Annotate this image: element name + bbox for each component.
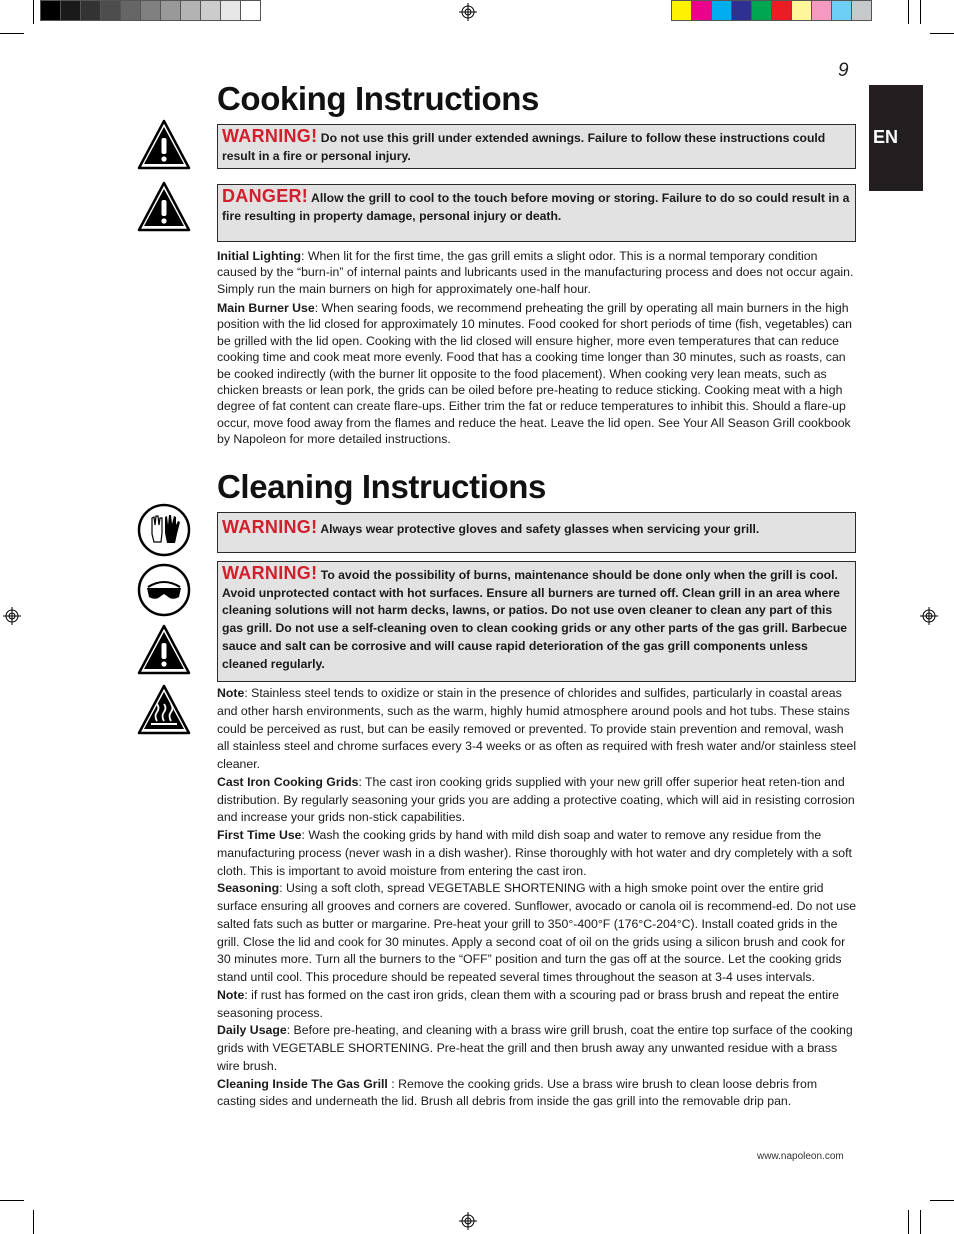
paragraph-heading: First Time Use <box>217 828 302 842</box>
paragraph-text: : if rust has formed on the cast iron grids, clean them with a scouring pad or brass brush and repeat the entire seasoning process. <box>217 987 839 1020</box>
cooking-danger-box <box>217 184 856 242</box>
page-number: 9 <box>838 60 849 81</box>
crop-mark <box>920 0 921 24</box>
crop-mark <box>33 0 34 24</box>
warning-label: WARNING! <box>222 126 318 146</box>
cleaning-warning-box-burns <box>217 561 856 682</box>
registration-mark-icon <box>459 3 477 21</box>
warning-text: Do not use this grill under extended awnings. Failure to follow these instructions could result in a fire or personal injury. <box>222 131 826 163</box>
paragraph-heading: Note <box>217 987 245 1002</box>
crop-mark <box>908 0 909 24</box>
warning-label: WARNING! <box>222 563 318 583</box>
paragraph-heading: Daily Usage <box>217 1023 287 1038</box>
crop-mark <box>930 1200 954 1201</box>
danger-label: DANGER! <box>222 186 309 206</box>
cleaning-body <box>217 685 857 1111</box>
seasoning-paragraph <box>217 880 857 987</box>
warning-label: WARNING! <box>222 517 318 537</box>
cooking-warning-box <box>217 124 856 169</box>
paragraph-text: : The cast iron cooking grids supplied with your new grill offer superior heat reten-tion and distribution. By regularly seasoning your grids you are adding a protective coating, which will aid in resisting corrosion and increase your grids non-stick capabilities. <box>217 774 855 825</box>
paragraph-heading: Seasoning <box>217 881 280 896</box>
paragraph-heading: Note <box>217 686 245 700</box>
warning-triangle-icon <box>137 623 191 677</box>
paragraph-heading: Cast Iron Cooking Grids <box>217 774 359 789</box>
paragraph-text: : Stainless steel tends to oxidize or stain in the presence of chlorides and sulfides, particularly in coastal areas and other harsh environments, such as the warm, highly humid atmosphere around pools and hot tubs. These stains could be perceived as rust, but can be easily removed or prevented. To provide stain prevention and removal, wash all stainless steel and chrome surfaces every 3-4 weeks or as often as required with fresh water and/or stainless steel cleaner. <box>217 686 857 771</box>
warning-text: To avoid the possibility of burns, maintenance should be done only when the grill is cool. Avoid unprotected contact with hot surfaces. Ensure all burners are turned off. Clean grill in an area where cleaning solutions will not harm decks, lawns, or patios. Do not use oven cleaner to clean any part of this gas grill. Do not use a self-cleaning oven to clean cooking grids or any other parts of the gas grill. Barbecue sauce and salt can be corrosive and will cause rapid deterioration of the gas grill components unless cleaned regularly. <box>222 568 848 671</box>
safety-glasses-icon <box>137 563 191 617</box>
registration-mark-icon <box>920 607 938 625</box>
registration-mark-icon <box>459 1212 477 1230</box>
crop-mark <box>0 1200 24 1201</box>
grayscale-calibration-bar <box>40 0 260 21</box>
paragraph-heading: Main Burner Use <box>217 301 315 315</box>
cast-iron-grids-paragraph <box>217 774 857 827</box>
registration-mark-icon <box>3 607 21 625</box>
paragraph-text: : Remove the cooking grids. Use a brass wire brush to clean loose debris from casting sides and underneath the lid. Brush all debris from inside the gas grill into the removable drip pan. <box>217 1076 818 1109</box>
paragraph-text: : Using a soft cloth, spread VEGETABLE SHORTENING with a high smoke point over the entire grid surface ensuring all grooves and corners are covered. Sunflower, avocado or canola oil is recommend-ed. Do not use salted fats such as butter or margarine. Pre-heat your grill to 350°-400°F (176°C-204°C). Install coated grids in the grill. Close the lid and cook for 30 minutes. Apply a second coat of oil on the grids using a silicon brush and cook for 30 minutes more. Turn all the burners to the “OFF” position and turn the gas off at the source. Let the cooking grids stand until cool. This procedure should be repeated several times throughout the season at 3-4 uses intervals. <box>217 881 857 984</box>
cleaning-warning-box-gloves <box>217 512 856 553</box>
crop-mark <box>0 33 24 34</box>
crop-mark <box>33 1210 34 1234</box>
initial-lighting-paragraph <box>217 248 857 297</box>
daily-usage-paragraph <box>217 1022 857 1075</box>
paragraph-heading: Initial Lighting <box>217 249 302 263</box>
main-burner-use-paragraph <box>217 300 857 448</box>
rust-note-paragraph <box>217 987 857 1023</box>
crop-mark <box>930 33 954 34</box>
paragraph-text: : When searing foods, we recommend preheating the grill by operating all main burners in the high position with the lid closed for approximately 10 minutes. Food cooked for short periods of time (fish, vegetables) can be grilled with the lid open. Cooking with the lid closed will ensure higher, more even temperatures that can reduce cooking time and cook meat more evenly. Food that has a cooking time longer than 30 minutes, such as roasts, can be cooked indirectly (with the burner lit opposite to the food placement). When cooking very lean meats, such as chicken breasts or lean pork, the grids can be oiled before pre-heating to reduce sticking. Cooking meat with a high degree of fat content can create flare-ups. Either trim the fat or reduce temperatures to inhibit this. Should a flare-up occur, move food away from the flames and reduce the heat. Leave the lid open. See Your All Season Grill cookbook by Napoleon for more detailed instructions. <box>217 301 852 447</box>
crop-mark <box>908 1210 909 1234</box>
warning-triangle-icon <box>137 180 191 234</box>
paragraph-text: : Wash the cooking grids by hand with mild dish soap and water to remove any residue from the manufacturing process (never wash in a dish washer). Rinse thoroughly with hot water and dry completely with a soft cloth. This is important to avoid moisture from entering the cast iron. <box>217 828 852 878</box>
hot-surface-icon <box>137 683 191 737</box>
first-time-use-paragraph <box>217 827 857 880</box>
danger-text: Allow the grill to cool to the touch before moving or storing. Failure to do so could result in a fire resulting in property damage, personal injury or death. <box>222 191 850 223</box>
warning-text: Always wear protective gloves and safety glasses when servicing your grill. <box>320 522 760 536</box>
note-paragraph <box>217 685 857 774</box>
cleaning-inside-paragraph <box>217 1076 857 1112</box>
warning-triangle-icon <box>137 118 191 172</box>
cleaning-section-title: Cleaning Instructions <box>217 468 546 505</box>
crop-mark <box>920 1210 921 1234</box>
paragraph-heading: Cleaning Inside The Gas Grill <box>217 1076 388 1091</box>
gloves-icon <box>137 503 191 557</box>
paragraph-text: : When lit for the first time, the gas grill emits a slight odor. This is a normal temporary condition caused by the “burn-in” of internal paints and lubricants used in the manufacturing process and does not occur again. Simply run the main burners on high for approximately one-half hour. <box>217 249 854 296</box>
language-tab: EN <box>869 85 923 191</box>
cooking-section-title: Cooking Instructions <box>217 80 540 117</box>
color-calibration-bar <box>671 0 871 21</box>
website-footer: www.napoleon.com <box>757 1151 844 1162</box>
paragraph-text: : Before pre-heating, and cleaning with a brass wire grill brush, coat the entire top surface of the cooking grids with VEGETABLE SHORTENING. Pre-heat the grill and then brush away any unwanted residue with a brass wire brush. <box>217 1023 853 1073</box>
